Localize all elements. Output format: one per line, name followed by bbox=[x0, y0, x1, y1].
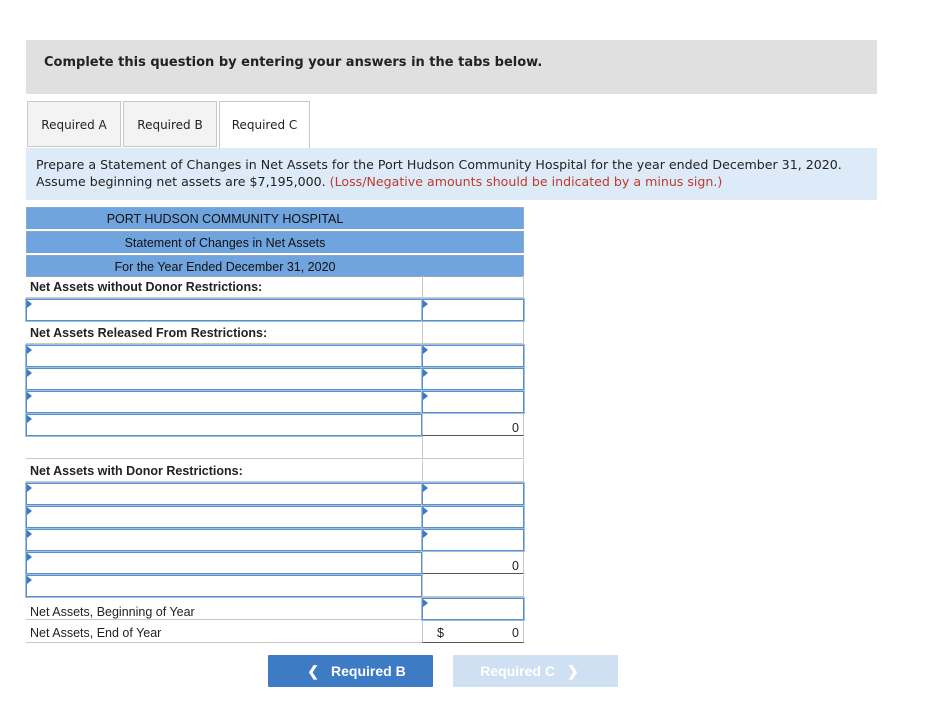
line-label-input[interactable] bbox=[26, 529, 422, 551]
subtotal-value: 0 bbox=[422, 414, 524, 436]
amount-input[interactable] bbox=[422, 483, 524, 505]
table-row bbox=[26, 529, 524, 551]
table-row bbox=[26, 345, 524, 367]
line-label-input[interactable] bbox=[26, 414, 422, 436]
prev-label: Required B bbox=[331, 663, 406, 679]
tab-required-c[interactable]: Required C bbox=[219, 101, 310, 149]
ending-value: 0 bbox=[512, 626, 519, 640]
amount-input[interactable] bbox=[422, 529, 524, 551]
section-label: Net Assets without Donor Restrictions: bbox=[26, 276, 422, 298]
table-row bbox=[26, 483, 524, 505]
subtotal-value: 0 bbox=[422, 552, 524, 574]
section-row-with-restrictions bbox=[26, 460, 524, 482]
chevron-left-icon: ❮ bbox=[307, 663, 320, 679]
section-label: Net Assets with Donor Restrictions: bbox=[26, 460, 422, 482]
table-row bbox=[26, 575, 524, 597]
section-row-released bbox=[26, 322, 524, 344]
table-row bbox=[26, 391, 524, 413]
tab-required-a[interactable]: Required A bbox=[27, 101, 121, 147]
chevron-right-icon: ❯ bbox=[566, 663, 579, 679]
line-label-input[interactable] bbox=[26, 299, 422, 321]
line-label-input[interactable] bbox=[26, 575, 422, 597]
section-label: Net Assets Released From Restrictions: bbox=[26, 322, 422, 344]
next-required-c-button[interactable] bbox=[453, 655, 618, 687]
line-label-input[interactable] bbox=[26, 506, 422, 528]
question-instructions bbox=[26, 148, 877, 200]
instructions-note: (Loss/Negative amounts should be indicated by a minus sign.) bbox=[329, 174, 723, 189]
header-org bbox=[26, 207, 524, 229]
table-row bbox=[26, 368, 524, 390]
ending-label: Net Assets, End of Year bbox=[26, 621, 422, 643]
tab-required-b[interactable]: Required B bbox=[123, 101, 217, 147]
beginning-label: Net Assets, Beginning of Year bbox=[26, 598, 422, 620]
table-row bbox=[26, 552, 524, 574]
beginning-amount-input[interactable] bbox=[422, 598, 524, 620]
next-label: Required C bbox=[480, 663, 555, 679]
line-label-input[interactable] bbox=[26, 552, 422, 574]
section-row-without-restrictions bbox=[26, 276, 524, 298]
amount-input[interactable] bbox=[422, 506, 524, 528]
table-row bbox=[26, 506, 524, 528]
statement-title: Statement of Changes in Net Assets bbox=[124, 236, 326, 250]
amount-input[interactable] bbox=[422, 368, 524, 390]
instructions-banner bbox=[26, 40, 877, 94]
instructions-text: Prepare a Statement of Changes in Net Assets for the Port Hudson Community Hospital for the year ended December 31, 2020. Assume beginning net assets are $7,195,000. bbox=[36, 157, 842, 189]
amount-input[interactable] bbox=[422, 299, 524, 321]
header-title bbox=[26, 231, 524, 253]
prev-required-b-button[interactable] bbox=[268, 655, 433, 687]
ending-value-cell bbox=[422, 621, 524, 643]
table-row bbox=[26, 414, 524, 436]
banner-text: Complete this question by entering your answers in the tabs below. bbox=[44, 55, 543, 70]
line-label-input[interactable] bbox=[26, 368, 422, 390]
currency-symbol: $ bbox=[437, 626, 444, 640]
statement-period: For the Year Ended December 31, 2020 bbox=[114, 260, 336, 274]
amount-input[interactable] bbox=[422, 345, 524, 367]
line-label-input[interactable] bbox=[26, 345, 422, 367]
blank-row bbox=[26, 437, 524, 459]
beginning-row bbox=[26, 598, 524, 620]
amount-input[interactable] bbox=[422, 391, 524, 413]
org-name: PORT HUDSON COMMUNITY HOSPITAL bbox=[106, 212, 344, 226]
header-period bbox=[26, 255, 524, 277]
statement-worksheet bbox=[26, 207, 524, 640]
ending-row bbox=[26, 621, 524, 643]
table-row bbox=[26, 299, 524, 321]
line-label-input[interactable] bbox=[26, 483, 422, 505]
line-label-input[interactable] bbox=[26, 391, 422, 413]
